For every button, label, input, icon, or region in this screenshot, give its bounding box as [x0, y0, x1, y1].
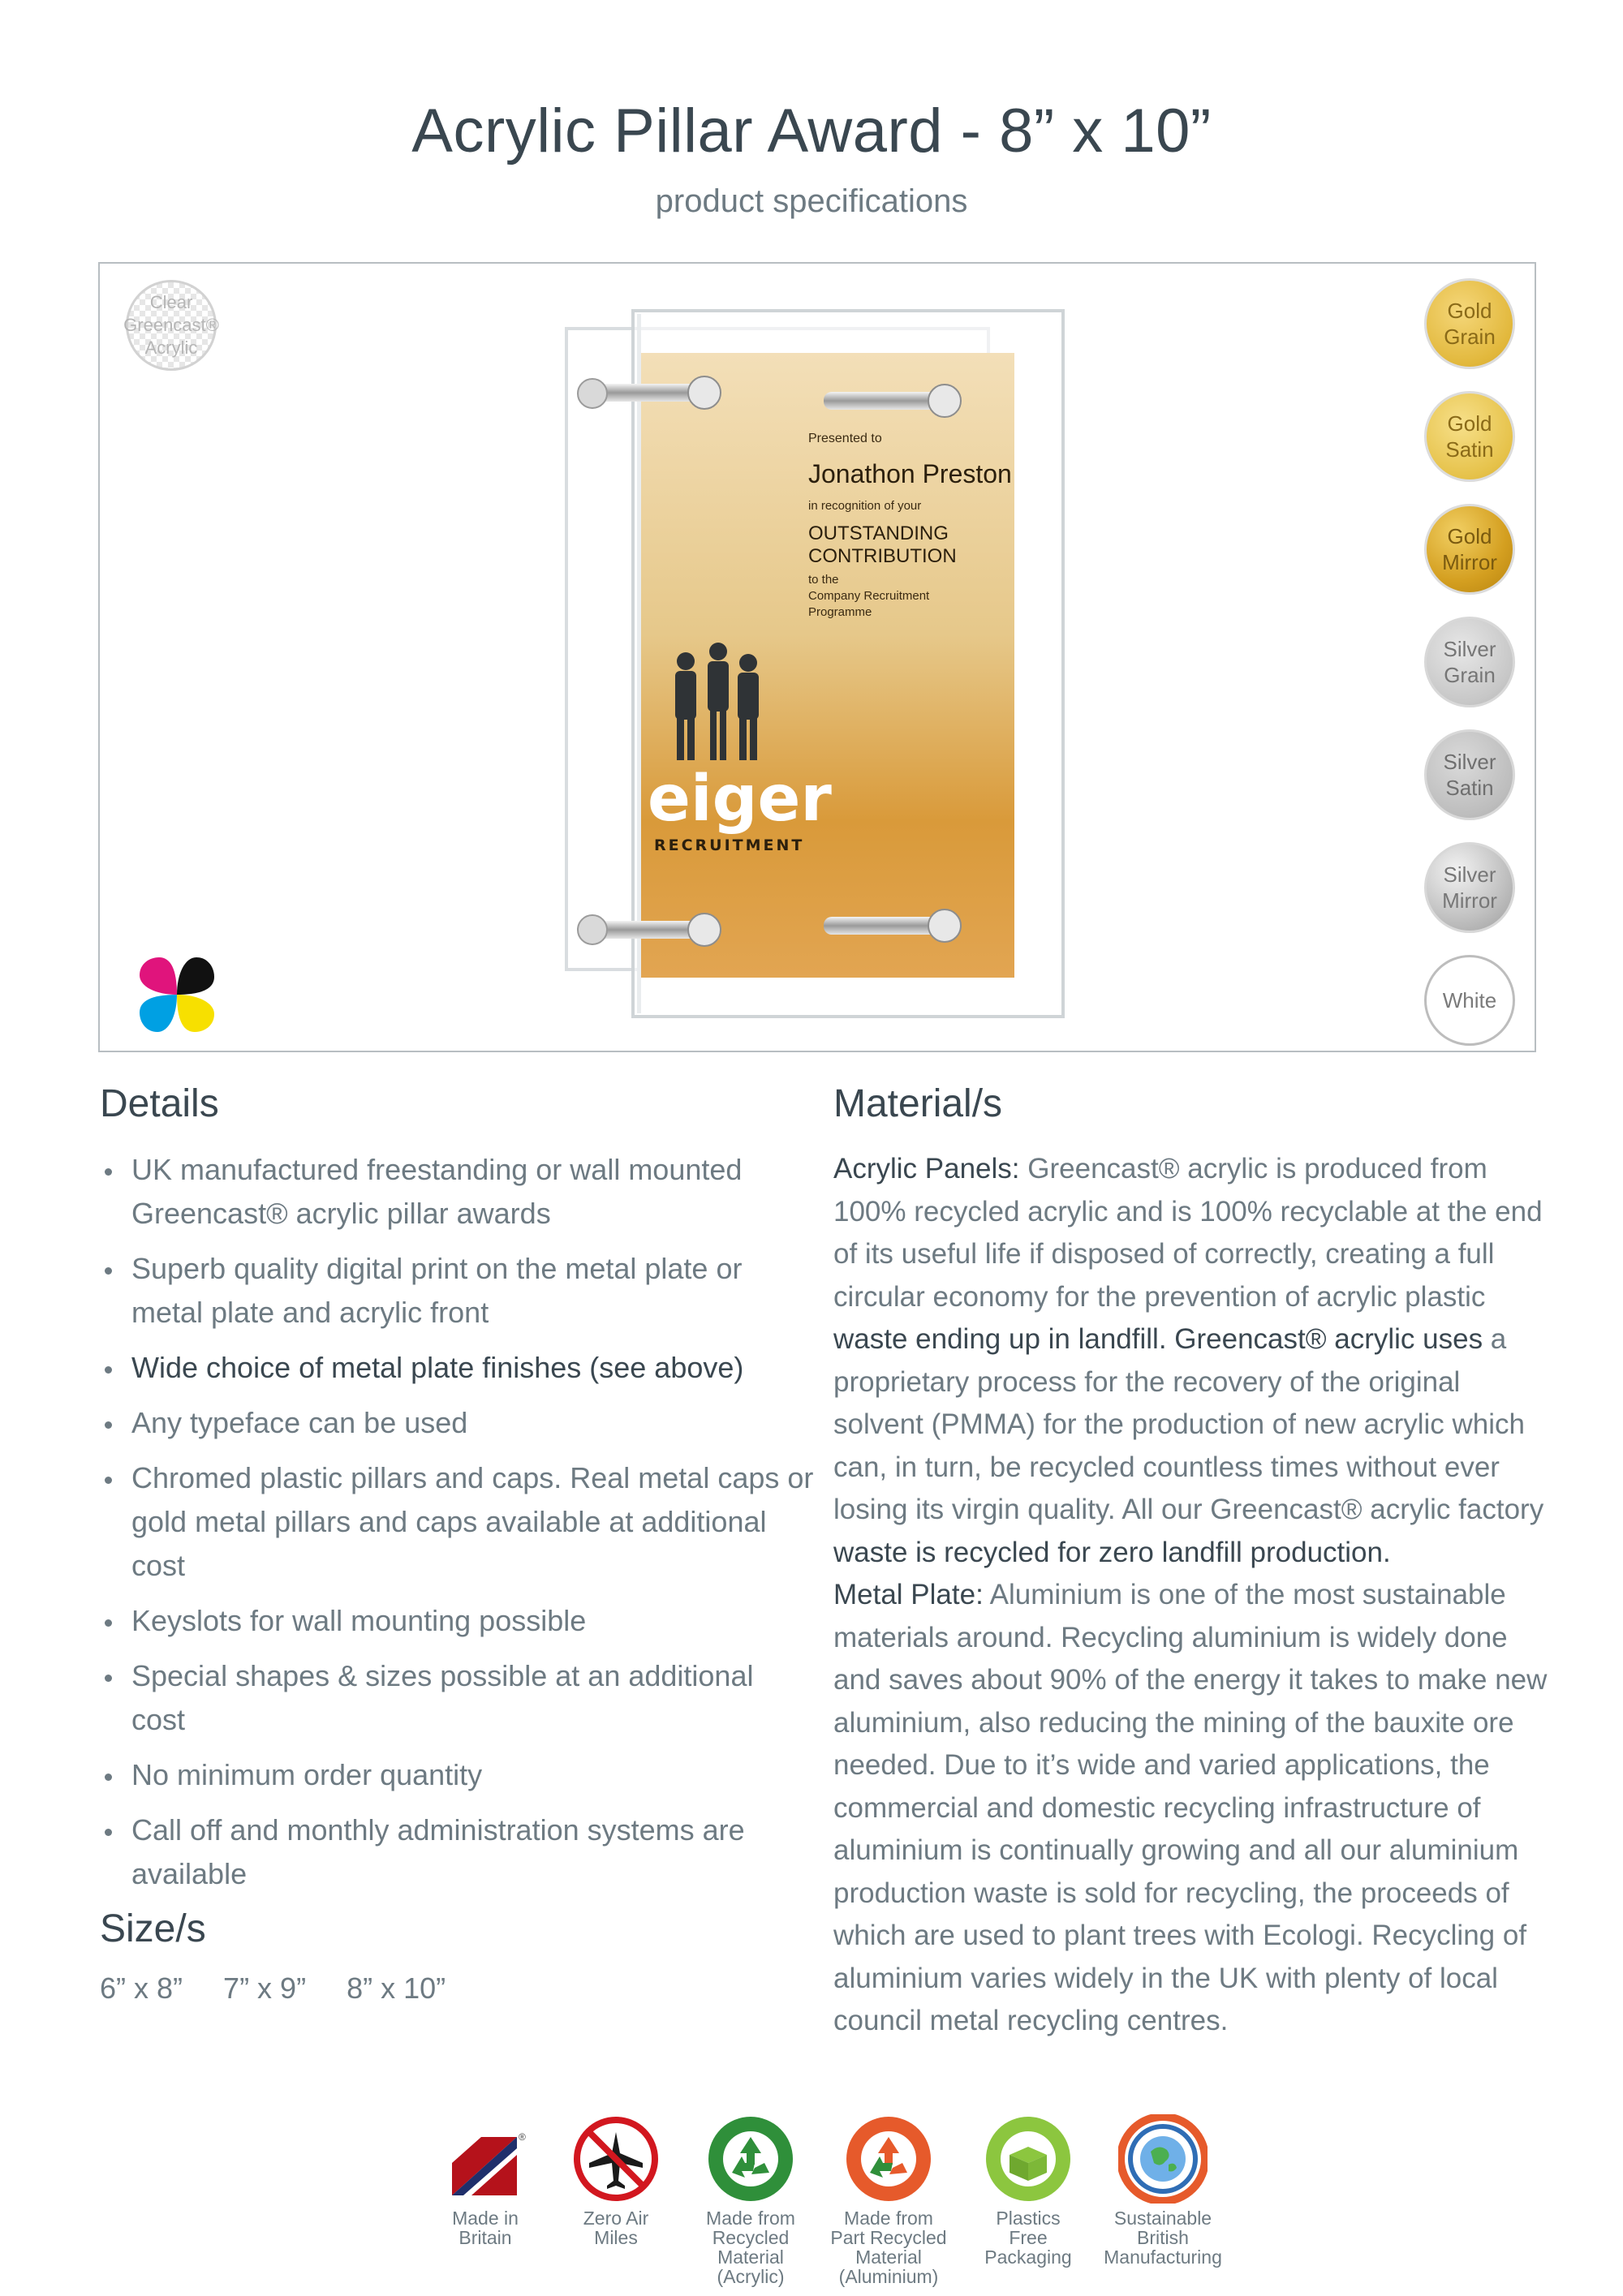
page-subtitle: product specifications: [655, 183, 968, 219]
made-from-recycled-icon: [706, 2114, 795, 2204]
award-line1: OUTSTANDING: [808, 522, 949, 544]
union-flag-icon: [449, 2114, 538, 2204]
acrylic-panels-label: Acrylic Panels:: [833, 1153, 1020, 1185]
made-from-recycled-label: Made from Recycled Material (Acrylic): [706, 2208, 795, 2287]
list-item: Any typeface can be used: [100, 1401, 814, 1445]
cmyk-print-icon: [140, 957, 214, 1032]
finish-clear-greencast-acrylic: Clear Greencast® Acrylic: [126, 280, 217, 371]
size-option: 8” x 10”: [347, 1971, 446, 2005]
list-item: Chromed plastic pillars and caps. Real metal caps or gold metal pillars and caps available at additional cost: [100, 1456, 814, 1588]
award-logo-sub: RECRUITMENT: [654, 836, 805, 854]
list-item: Wide choice of metal plate finishes (see above): [100, 1346, 814, 1390]
acrylic-text: a proprietary process for the recovery of the original solvent (PMMA) for the production of new acrylic which can, in turn, be recycled countless times without ever losing its virgin quality. All our Greencast® acrylic factory: [833, 1323, 1544, 1525]
finish-silver-grain: Silver Grain: [1424, 617, 1515, 707]
award-recognition: in recognition of your: [808, 499, 922, 513]
zero-air-miles-label: Zero Air Miles: [583, 2208, 649, 2248]
finish-silver-satin: Silver Satin: [1424, 729, 1515, 820]
acrylic-text: waste is recycled for zero landfill production.: [833, 1536, 1391, 1568]
part-recycled-icon: [844, 2114, 933, 2204]
list-item: Special shapes & sizes possible at an additional cost: [100, 1654, 814, 1742]
finish-white: White: [1424, 955, 1515, 1046]
award-line3: to the: [808, 573, 839, 587]
acrylic-text: waste ending up in landfill. Greencast® acrylic uses: [833, 1323, 1483, 1355]
material-description: [833, 1148, 1556, 2043]
finish-gold-grain: Gold Grain: [1424, 278, 1515, 369]
sustainable-british-label: Sustainable British Manufacturing: [1104, 2208, 1222, 2268]
size-option: 7” x 9”: [223, 1971, 307, 2005]
details-heading: Details: [100, 1082, 219, 1125]
svg-text:®: ®: [519, 2131, 526, 2143]
plastics-free-packaging-label: Plastics Free Packaging: [984, 2208, 1072, 2268]
sizes-heading: Size/s: [100, 1907, 206, 1950]
finish-gold-mirror: Gold Mirror: [1424, 504, 1515, 595]
award-presented-to: Presented to: [808, 432, 882, 445]
page-title: Acrylic Pillar Award - 8” x 10”: [411, 97, 1212, 166]
list-item: Call off and monthly administration systems are available: [100, 1808, 814, 1896]
made-in-britain-label: Made in Britain: [452, 2208, 519, 2248]
metal-text: Aluminium is one of the most sustainable materials around. Recycling aluminium is widely done and saves about 90% of the energy it takes to make new aluminium, also reducing the mining of the bauxite ore needed. Due to it’s wide and varied applications, the commercial and domestic recycling infrastructure of aluminium is continually growing and all our aluminium production waste is sold for recycling, the proceeds of which are used to plant trees with Ecologi. Recycling of aluminium varies widely in the UK with plenty of local council metal recycling centres.: [833, 1579, 1548, 2036]
award-recipient: Jonathon Preston: [808, 459, 1012, 488]
metal-plate-label: Metal Plate:: [833, 1579, 984, 1610]
list-item: UK manufactured freestanding or wall mounted Greencast® acrylic pillar awards: [100, 1148, 814, 1236]
zero-air-miles-icon: [571, 2114, 661, 2204]
finish-silver-mirror: Silver Mirror: [1424, 842, 1515, 933]
plastics-free-packaging-icon: [984, 2114, 1073, 2204]
list-item: Keyslots for wall mounting possible: [100, 1599, 814, 1643]
sizes-list: [100, 1971, 478, 2006]
award-line2: CONTRIBUTION: [808, 545, 957, 567]
award-line4: Company Recruitment: [808, 589, 930, 603]
acrylic-text: Greencast® acrylic is produced from 100% recycled acrylic and is 100% recyclable at the end of its useful life if disposed of correctly, creating a full circular economy for the prevention of acrylic plastic: [833, 1153, 1543, 1313]
list-item: Superb quality digital print on the metal plate or metal plate and acrylic front: [100, 1247, 814, 1335]
award-product-image: [560, 304, 1079, 1018]
size-option: 6” x 8”: [100, 1971, 183, 2005]
award-logo-word: eiger: [648, 763, 832, 836]
part-recycled-label: Made from Part Recycled Material (Aluminium): [830, 2208, 947, 2287]
award-line5: Programme: [808, 605, 872, 619]
details-list: [100, 1148, 814, 1907]
finish-gold-satin: Gold Satin: [1424, 391, 1515, 482]
reduce-reuse-icon: [1118, 2114, 1208, 2204]
list-item: No minimum order quantity: [100, 1753, 814, 1797]
material-heading: Material/s: [833, 1082, 1003, 1125]
